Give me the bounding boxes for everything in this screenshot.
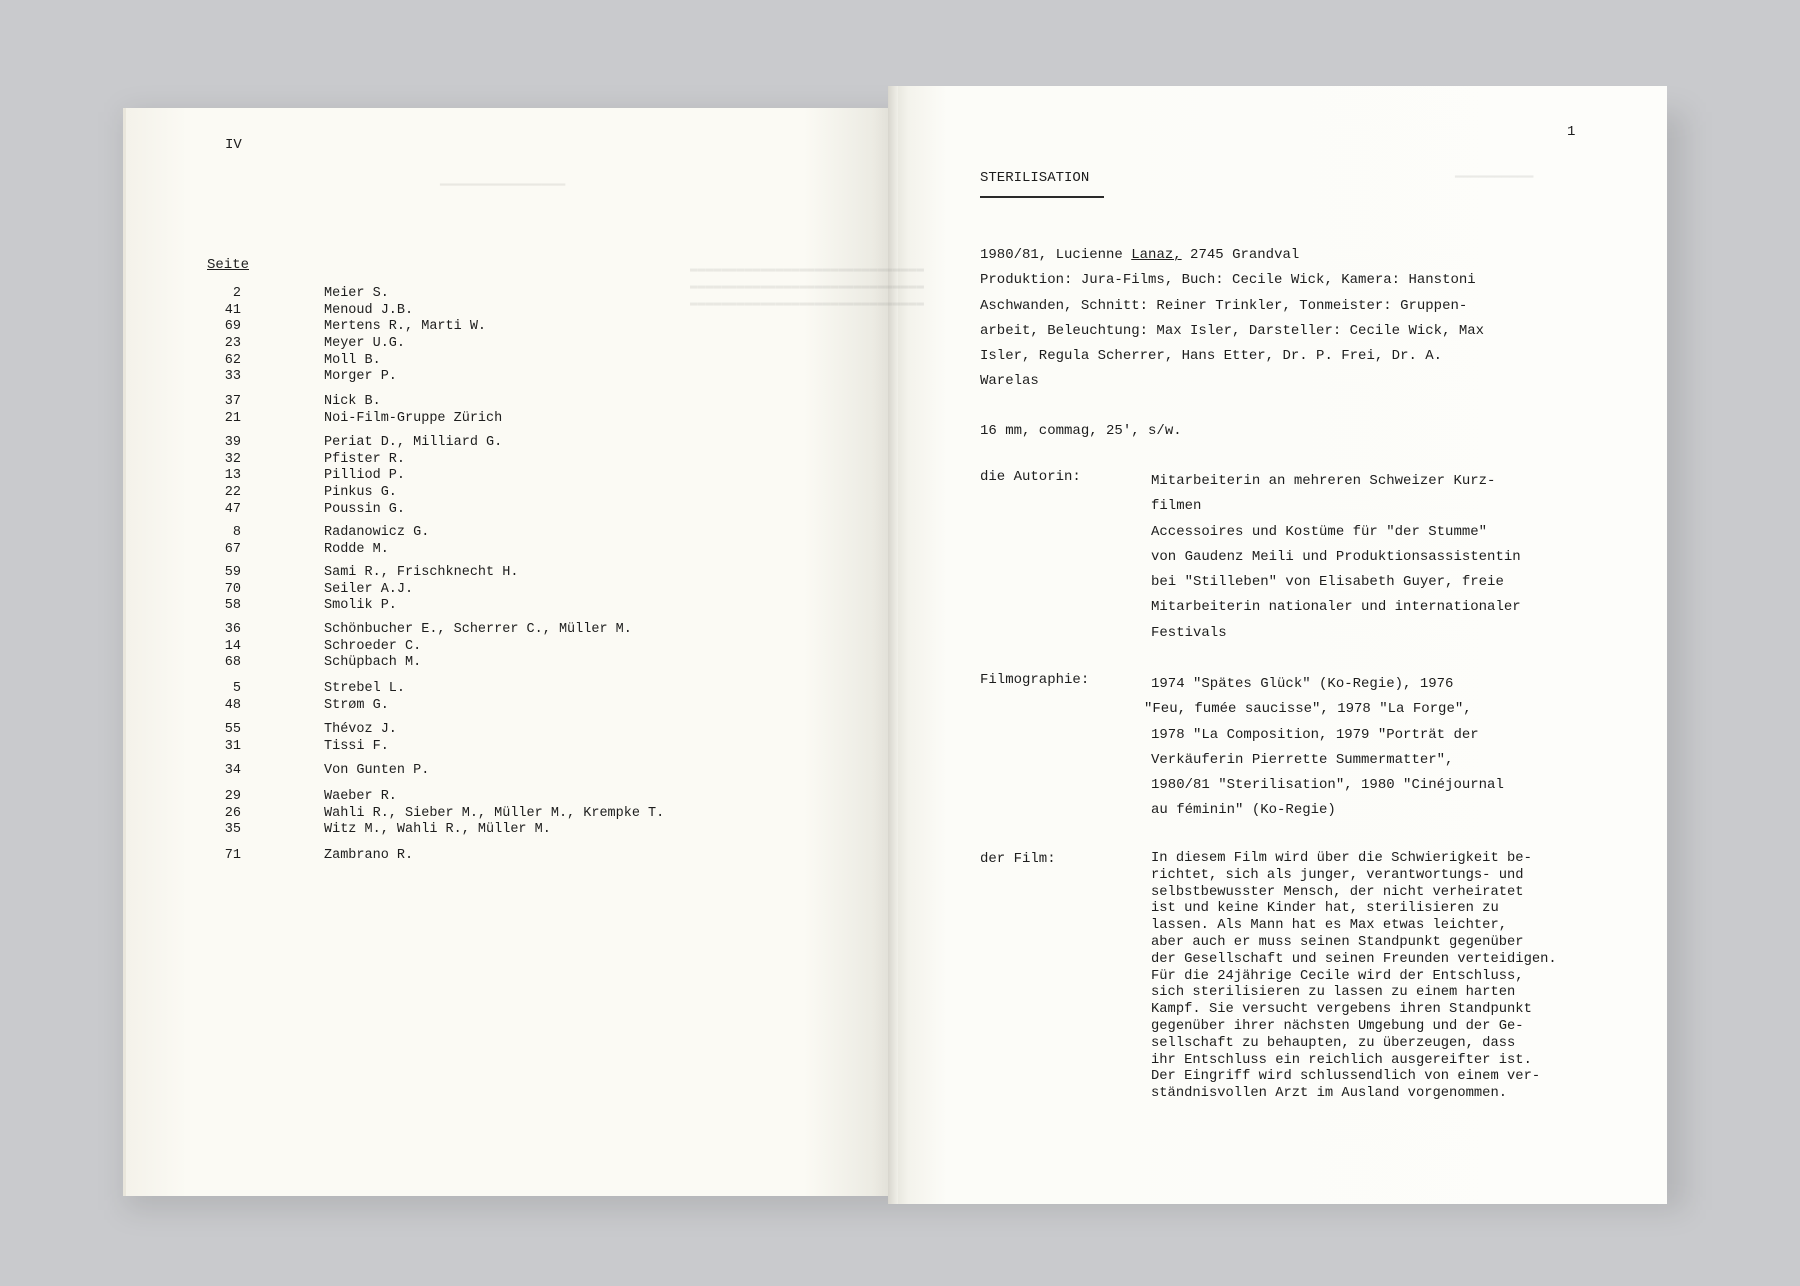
index-row (207, 353, 486, 370)
index-page-number: 5 (232, 681, 241, 696)
index-name: Schönbucher E., Scherrer C., Müller M. (324, 622, 632, 637)
film-description-line: sich sterilisieren zu lassen zu einem harten (1151, 985, 1516, 1001)
seite-column-header: Seite (207, 257, 250, 273)
film-description-line: Für die 24jährige Cecile wird der Entschluss, (1151, 968, 1524, 984)
index-group (207, 722, 397, 755)
film-label: der Film: (980, 851, 1056, 867)
index-page-number: 41 (224, 302, 241, 318)
author-line: bei "Stilleben" von Elisabeth Guyer, freie (1151, 574, 1504, 591)
index-name: Moll B. (324, 352, 381, 368)
index-name: Schüpbach M. (324, 655, 422, 671)
index-page-number: 8 (232, 525, 241, 540)
filmography-line: Verkäuferin Pierrette Summermatter", (1151, 751, 1454, 768)
credits-line: arbeit, Beleuchtung: Max Isler, Darsteller: Cecile Wick, Max (980, 322, 1485, 339)
film-description-line: In diesem Film wird über die Schwierigkeit be- (1151, 851, 1532, 866)
index-group (207, 789, 664, 839)
index-name: Mertens R., Marti W. (324, 319, 487, 335)
index-name: Tissi F. (324, 738, 389, 754)
film-description-line: selbstbewusster Mensch, der nicht verheiratet (1151, 884, 1524, 900)
index-page-number: 34 (224, 763, 241, 778)
index-name: Radanowicz G. (324, 525, 430, 540)
book-gutter (888, 86, 898, 1204)
index-row (207, 303, 486, 320)
index-row (207, 655, 632, 672)
index-name: Pfister R. (324, 451, 406, 467)
filmography-line: au féminin" (Ko-Regie) (1151, 802, 1336, 819)
director-name: Lanaz, (1131, 247, 1182, 263)
index-name: Seiler A.J. (324, 581, 414, 597)
index-row (207, 542, 429, 559)
filmography-label: Filmographie: (980, 672, 1090, 688)
index-name: Wahli R., Sieber M., Müller M., Krempke T. (324, 805, 665, 821)
show-through-decoration: ▬▬▬▬▬▬▬▬▬▬▬▬▬▬▬▬▬▬▬▬▬▬▬▬▬▬▬▬▬▬ ▬▬▬▬▬▬▬▬▬▬▬▬▬▬▬▬▬▬▬▬▬▬▬▬▬▬▬▬▬▬ ▬▬▬▬▬▬▬▬▬▬▬▬▬▬▬▬▬▬▬▬▬▬▬▬▬▬▬▬▬▬ (690, 261, 925, 310)
index-row (207, 722, 397, 739)
index-row (207, 565, 518, 582)
index-row (207, 622, 632, 639)
credits-line: Warelas (980, 373, 1039, 390)
index-page-number: 71 (224, 848, 241, 863)
filmography-line: 1980/81 "Sterilisation", 1980 "Cinéjournal (1151, 777, 1504, 794)
index-page-number: 39 (224, 435, 241, 450)
index-row (207, 452, 502, 469)
index-row (207, 485, 502, 502)
index-row (207, 681, 405, 698)
film-title: STERILISATION (980, 170, 1090, 186)
index-name: Thévoz J. (324, 722, 397, 737)
index-page-number: 2 (232, 286, 241, 301)
index-page-number: 31 (224, 738, 241, 754)
index-row (207, 806, 664, 823)
index-page-number: 26 (224, 805, 241, 821)
index-page-number: 13 (224, 468, 241, 484)
index-page-number: 48 (224, 697, 241, 713)
author-line: Mitarbeiterin an mehreren Schweizer Kurz- (1151, 473, 1496, 489)
index-page-number: 29 (224, 789, 241, 804)
index-name: Smolik P. (324, 598, 397, 614)
index-name: Rodde M. (324, 541, 389, 557)
author-line: von Gaudenz Meili und Produktionsassistentin (1151, 548, 1521, 565)
index-group (207, 525, 429, 558)
credits-line: Isler, Regula Scherrer, Hans Etter, Dr. P. Frei, Dr. A. (980, 348, 1443, 365)
filmography-line: "Feu, fumée saucisse", 1978 "La Forge", (1144, 701, 1472, 718)
index-name: Strøm G. (324, 697, 389, 713)
index-group (207, 622, 632, 672)
index-page-number: 70 (224, 581, 241, 597)
index-page-number: 35 (224, 822, 241, 838)
index-row (207, 502, 502, 519)
index-row (207, 582, 518, 599)
page-number-right: 1 (1567, 124, 1576, 140)
index-row (207, 435, 502, 452)
author-text (1151, 469, 1521, 646)
index-row (207, 739, 397, 756)
index-page-number: 67 (224, 541, 241, 557)
index-name: Nick B. (324, 394, 381, 409)
credits-line: Aschwanden, Schnitt: Reiner Trinkler, Tonmeister: Gruppen- (980, 297, 1468, 314)
index-page-number: 21 (224, 410, 241, 426)
index-row (207, 598, 518, 615)
index-page-number: 58 (224, 598, 241, 614)
index-name: Meyer U.G. (324, 336, 406, 352)
index-row (207, 411, 502, 428)
index-name: Poussin G. (324, 501, 406, 517)
index-group (207, 394, 502, 427)
film-description-line: ihr Entschluss ein reichlich ausgereifter ist. (1151, 1052, 1532, 1068)
film-description-line: lassen. Als Mann hat es Max etwas leichter, (1151, 918, 1508, 934)
author-label: die Autorin: (980, 469, 1081, 485)
index-page-number: 22 (224, 485, 241, 501)
index-name: Periat D., Milliard G. (324, 435, 503, 450)
index-row (207, 822, 664, 839)
technical-specs: 16 mm, commag, 25', s/w. (980, 423, 1182, 439)
index-name: Pilliod P. (324, 468, 406, 484)
index-row (207, 468, 502, 485)
index-page-number: 68 (224, 655, 241, 671)
index-name: Menoud J.B. (324, 302, 414, 318)
index-name: Meier S. (324, 286, 389, 301)
index-group (207, 763, 429, 780)
index-row (207, 848, 413, 865)
index-name: Schroeder C. (324, 638, 422, 654)
index-page-number: 59 (224, 565, 241, 580)
index-name: Zambrano R. (324, 848, 414, 863)
index-page-number: 47 (224, 501, 241, 517)
index-name: Noi-Film-Gruppe Zürich (324, 410, 503, 426)
index-row (207, 394, 502, 411)
index-page-number: 14 (224, 638, 241, 654)
film-description-line: der Gesellschaft und seinen Freunden verteidigen. (1151, 951, 1557, 967)
index-row (207, 286, 486, 303)
filmography-line: 1974 "Spätes Glück" (Ko-Regie), 1976 (1151, 676, 1454, 692)
index-page-number: 62 (224, 352, 241, 368)
film-description-line: Der Eingriff wird schlussendlich von einem ver- (1151, 1069, 1541, 1085)
index-group (207, 565, 518, 615)
index-row (207, 639, 632, 656)
film-description-line: ist und keine Kinder hat, sterilisieren zu (1151, 901, 1499, 917)
page-number-left: IV (225, 137, 242, 153)
index-page-number: 23 (224, 336, 241, 352)
film-description-line: richtet, sich als junger, verantwortungs- und (1151, 867, 1524, 883)
film-description-line: aber auch er muss seinen Standpunkt gegenüber (1151, 934, 1524, 950)
index-page-number: 36 (224, 622, 241, 637)
credits-first-line: 1980/81, Lucienne Lanaz, 2745 Grandval (980, 247, 1300, 263)
author-line: Accessoires und Kostüme für "der Stumme" (1151, 523, 1488, 540)
title-underline (980, 196, 1104, 198)
index-name: Morger P. (324, 369, 397, 385)
author-line: Mitarbeiterin nationaler und internationaler (1151, 599, 1521, 616)
index-group (207, 435, 502, 518)
author-line: filmen (1151, 498, 1202, 515)
index-row (207, 369, 486, 386)
index-row (207, 763, 429, 780)
credits-line: Produktion: Jura-Films, Buch: Cecile Wick, Kamera: Hanstoni (980, 272, 1476, 289)
index-group (207, 286, 486, 386)
index-name: Pinkus G. (324, 485, 397, 501)
index-group (207, 681, 405, 714)
film-description-line: Kampf. Sie versucht vergebens ihren Standpunkt (1151, 1002, 1532, 1018)
index-page-number: 32 (224, 451, 241, 467)
film-description-line: ständnisvollen Arzt im Ausland vorgenommen. (1151, 1086, 1508, 1102)
index-row (207, 319, 486, 336)
index-page-number: 33 (224, 369, 241, 385)
show-through-decoration: ━━━━━━━━━━━━━━━━ (440, 178, 566, 193)
author-line: Festivals (1151, 624, 1227, 641)
film-credits (980, 243, 1600, 395)
index-name: Von Gunten P. (324, 763, 430, 778)
index-page-number: 55 (224, 722, 241, 737)
index-name: Waeber R. (324, 789, 397, 804)
film-description-line: gegenüber ihrer nächsten Umgebung und der Ge- (1151, 1018, 1524, 1034)
index-name: Witz M., Wahli R., Müller M. (324, 822, 551, 838)
index-row (207, 525, 429, 542)
index-page-number: 37 (224, 394, 241, 409)
film-description (1151, 851, 1557, 1103)
index-row (207, 789, 664, 806)
index-page-number: 69 (224, 319, 241, 335)
index-row (207, 698, 405, 715)
index-name: Strebel L. (324, 681, 406, 696)
film-description-line: sellschaft zu behaupten, zu überzeugen, dass (1151, 1035, 1516, 1051)
filmography-line: 1978 "La Composition, 1979 "Porträt der (1151, 726, 1479, 743)
index-group (207, 848, 413, 865)
filmography-text (1144, 672, 1504, 824)
index-row (207, 336, 486, 353)
index-name: Sami R., Frischknecht H. (324, 565, 519, 580)
show-through-decoration: ━━━━━━━━━━ (1455, 170, 1534, 185)
